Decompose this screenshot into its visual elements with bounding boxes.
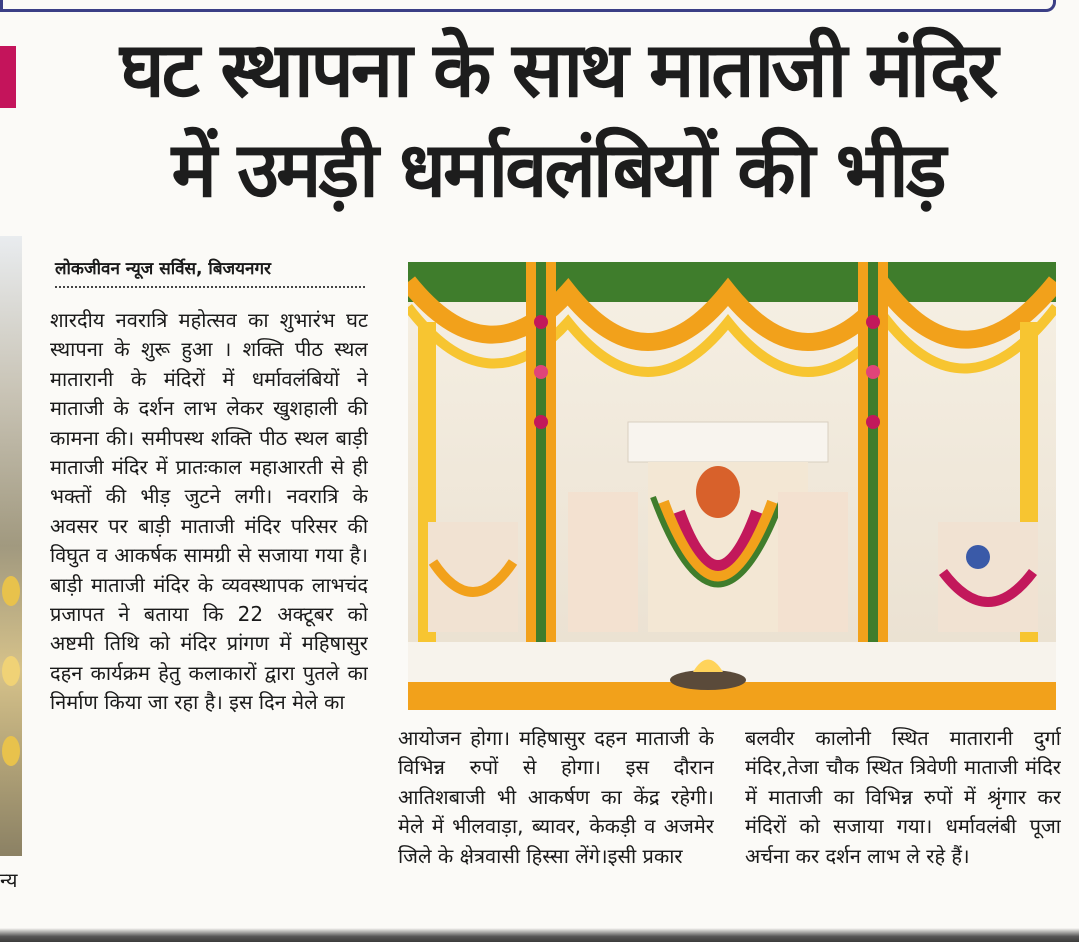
article-column-3: बलवीर कालोनी स्थित मातारानी दुर्गा मंदिर,तेजा चौक स्थित त्रिवेणी माताजी मंदिर में माताजी का विभिन्न रुपों में श्रृंगार कर मंदिरों को सजाया गया। धर्मावलंबी पूजा अर्चना कर दर्शन लाभ ले रहे हैं। [745,726,1061,868]
adjacent-article-fragment: न्य [0,868,18,892]
balloon-decoration [2,656,20,686]
article-column-1: शारदीय नवरात्रि महोत्सव का शुभारंभ घट स्थापना के शुरू हुआ । शक्ति पीठ स्थल मातारानी के मंदिरों में धर्मावलंबियों ने माताजी के दर्शन लाभ लेकर खुशहाली की कामना की। समीपस्थ शक्ति पीठ स्थल बाड़ी माताजी मंदिर में प्रातःकाल महाआरती से ही भक्तों की भीड़ जुटने लगी। नवरात्रि के अवसर पर बाड़ी माताजी मंदिर परिसर की विघुत व आकर्षक सामग्री से सजाया गया है। बाड़ी माताजी मंदिर के व्यवस्थापक लाभचंद प्रजापत ने बताया कि 22 अक्टूबर को अष्टमी तिथि को मंदिर प्रांगण में महिषासुर दहन कार्यक्रम हेतु कलाकारों द्वारा पुतले का निर्माण किया जा रहा है। इस दिन मेले का [50,308,368,715]
balloon-decoration [2,736,20,766]
headline-line-1: घट स्थापना के साथ माताजी मंदिर [119,25,996,114]
article-column-2: आयोजन होगा। महिषासुर दहन माताजी के विभिन्न रुपों से होगा। इस दौरान आतिशबाजी भी आकर्षण का केंद्र रहेगी। मेले में भीलवाड़ा, ब्यावर, केकड़ी व अजमेर जिले के क्षेत्रवासी हिस्सा लेंगे।इसी प्रकार [398,726,714,868]
next-headline-fragment [0,928,1079,942]
section-accent-bar [0,46,16,108]
temple-altar-illustration [408,262,1056,710]
headline-line-2: में उमड़ी धर्मावलंबियों की भीड़ [171,125,944,214]
byline: लोकजीवन न्यूज सर्विस, बिजयनगर [55,258,365,288]
top-frame [0,0,1056,12]
headline [50,20,1065,220]
balloon-decoration [2,576,20,606]
adjacent-photo-fragment [0,236,22,856]
temple-photo [408,262,1056,710]
